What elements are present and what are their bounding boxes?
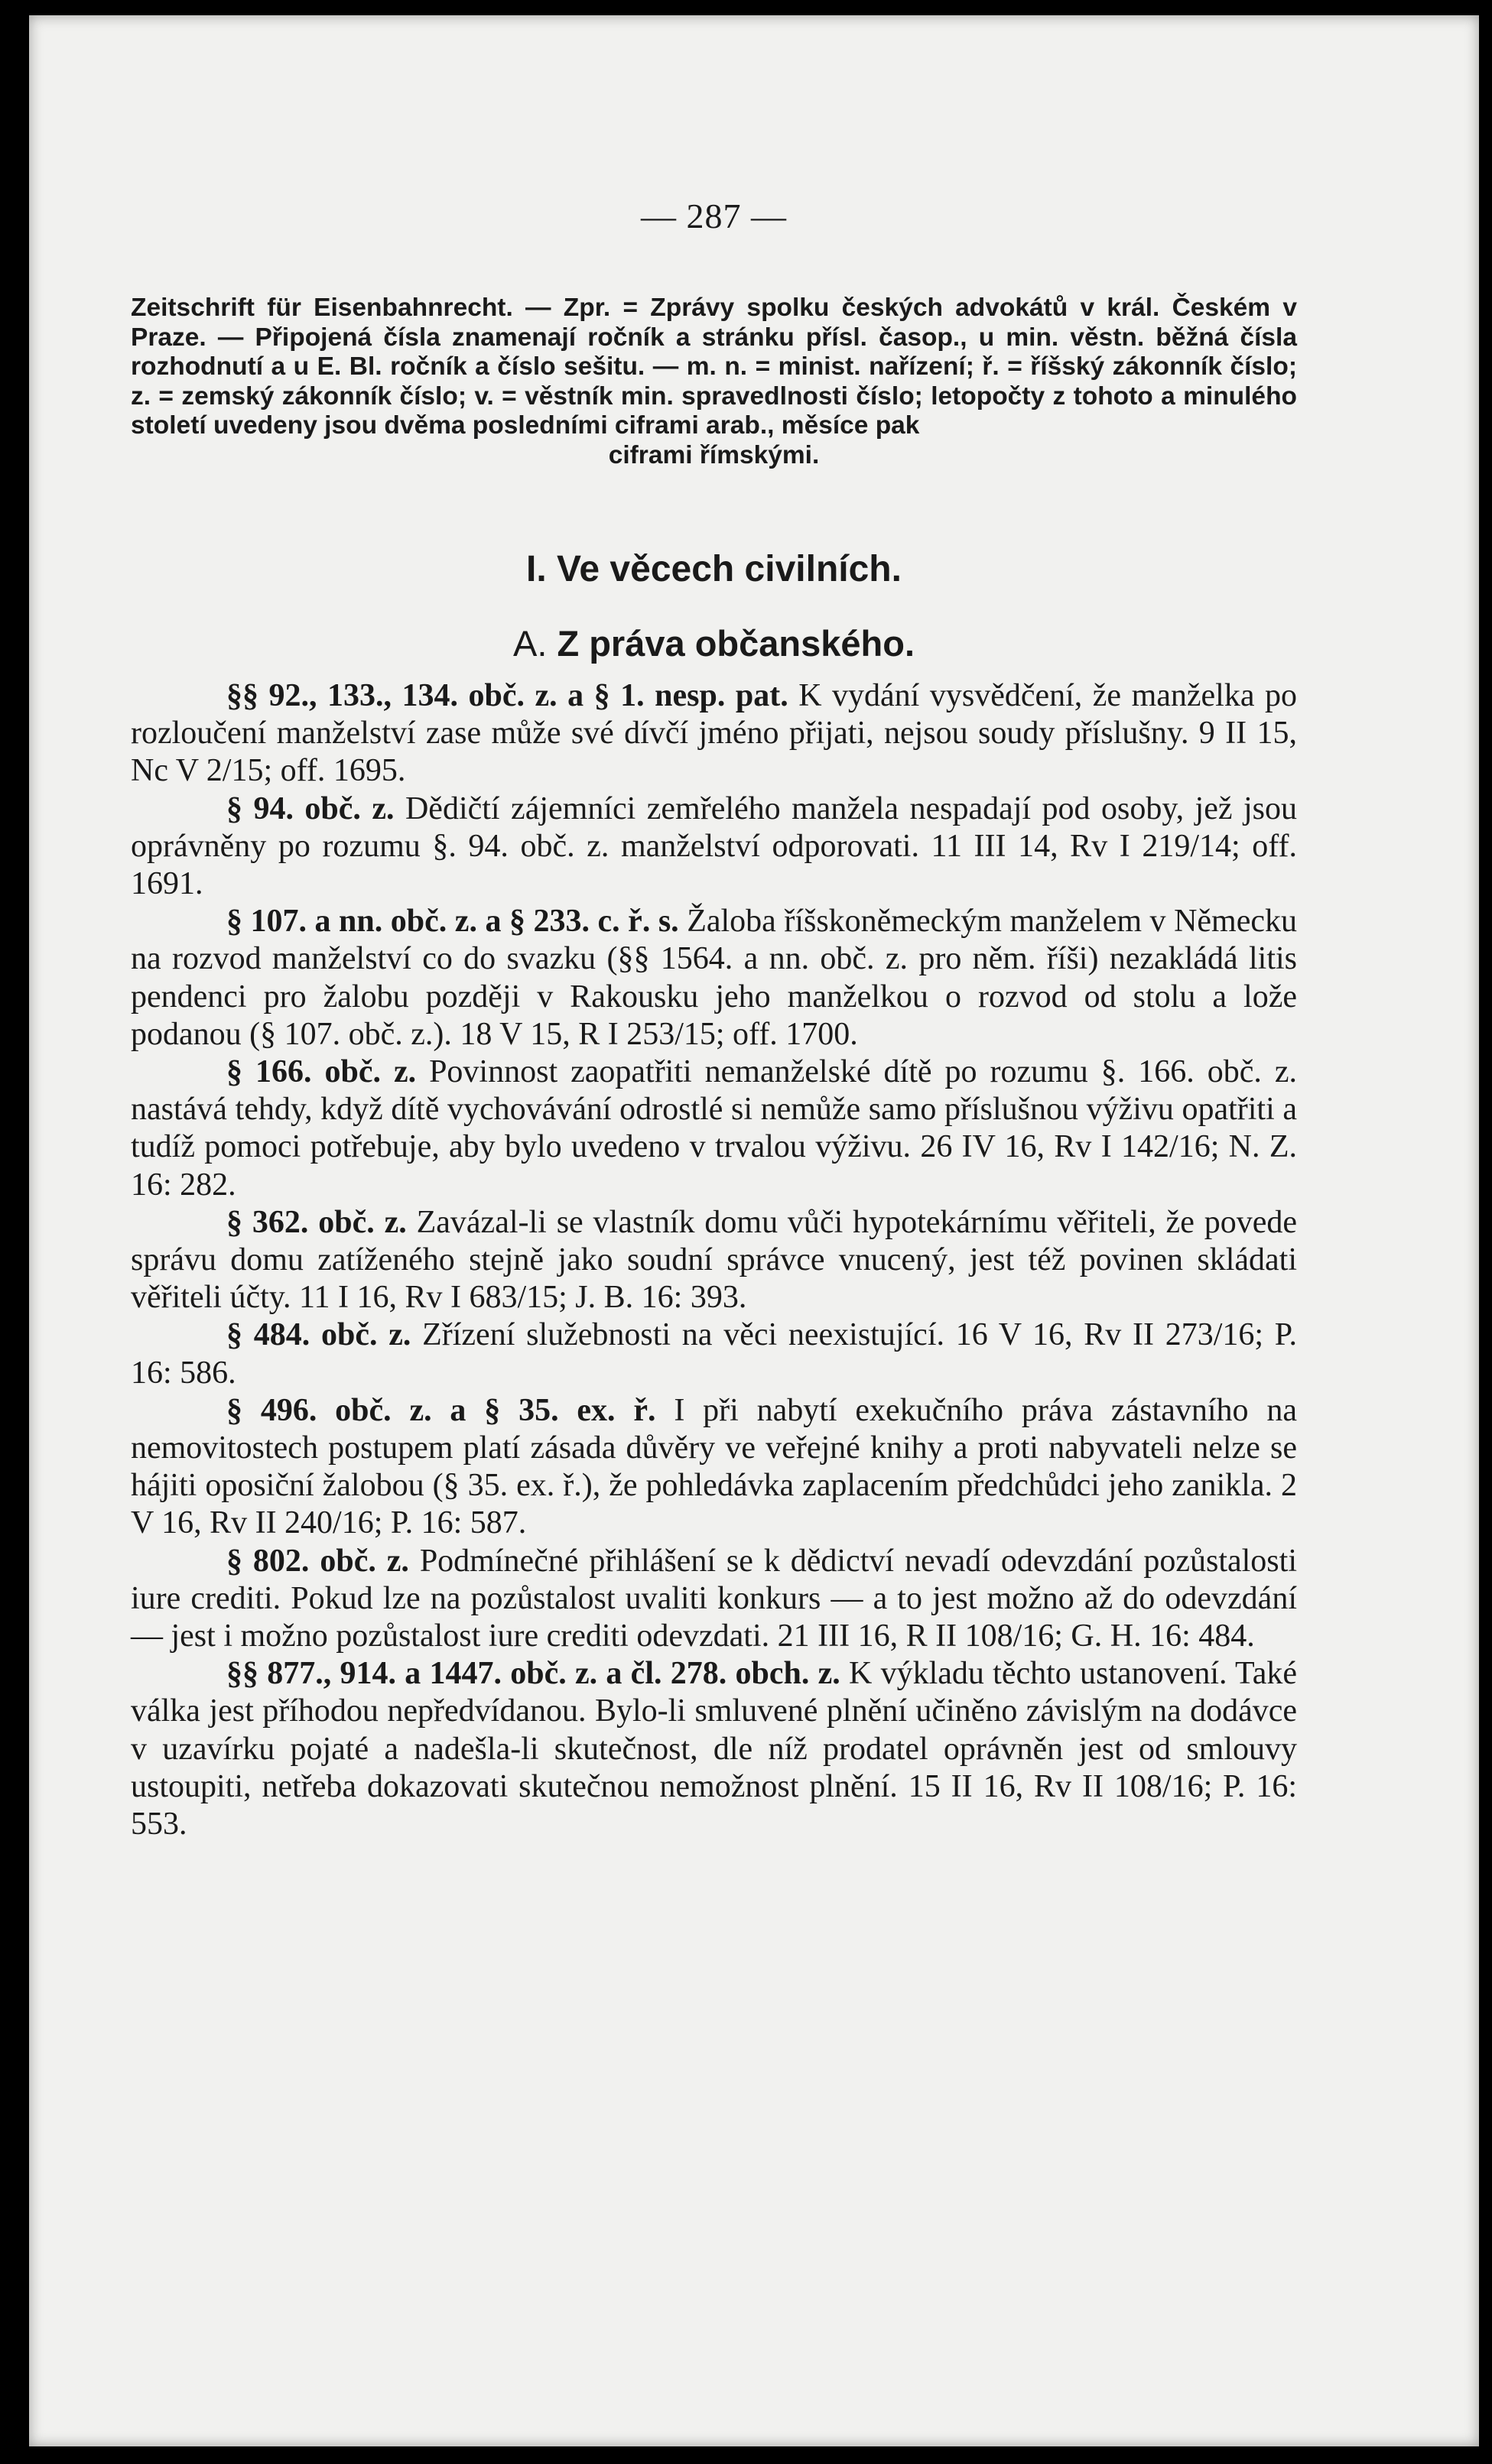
subsection-heading [131, 622, 1297, 664]
entry-text: Zřízení služebnosti na věci neexistující. 16 V 16, Rv II 273/16; P. 16: 586. [131, 1317, 1297, 1391]
entry [131, 1316, 1297, 1391]
entry [131, 903, 1297, 1053]
page-number: — 287 — [641, 196, 787, 235]
section-heading: I. Ve věcech civilních. [526, 549, 902, 589]
entry [131, 1204, 1297, 1317]
scanned-page [29, 15, 1479, 2446]
subsection-title: Z práva občanského. [557, 623, 915, 664]
entry [131, 1655, 1297, 1843]
entry-reference: §§ 877., 914. a 1447. obč. z. a čl. 278. obch. z. [226, 1656, 840, 1692]
subsection-prefix: A. [512, 623, 557, 664]
entry [131, 1053, 1297, 1204]
entry-text: K vydání vysvědčení, že manželka po rozloučení manželství zase může své dívčí jméno přijati, nejsou soudy příslušny. 9 II 15, Nc V 2/15; off. 1695. [131, 678, 1297, 789]
abbreviations-last-line: ciframi římskými. [608, 440, 820, 469]
entry-reference: § 362. obč. z. [226, 1204, 407, 1240]
entry [131, 790, 1297, 904]
entry [131, 1392, 1297, 1543]
entries-body [131, 677, 1297, 1843]
entry-reference: § 496. obč. z. a § 35. ex. ř. [226, 1392, 656, 1428]
abbreviations-text: Zeitschrift für Eisenbahnrecht. — Zpr. = Zprávy spolku českých advokátů v král. Českém v Praze. — Připojená čísla znamenají ročník a stránku přísl. časop., u min. věstn. běžná čísla rozhodnutí a u E. Bl. ročník a číslo sešitu. — m. n. = minist. nařízení; ř. = říšský zákonník číslo; z. = zemský zákonník číslo; v. = věstník min. spravedlnosti číslo; letopočty z tohoto a minulého století uvedeny jsou dvěma posledními ciframi arab., měsíce pak [131, 294, 1297, 440]
entry [131, 1543, 1297, 1656]
entry-text: K výkladu těchto ustanovení. Také válka jest příhodou nepředvídanou. Bylo-li smluvené plnění učiněno závislým na dodávce v uzavírku pojaté a nadešla-li skutečnost, dle níž prodatel oprávněn jest od smlouvy ustoupiti, netřeba dokazovati skutečnou nemožnost plnění. 15 II 16, Rv II 108/16; P. 16: 553. [131, 1656, 1297, 1842]
entry-text: Podmínečné přihlášení se k dědictví nevadí odevzdání pozůstalosti iure crediti. Pokud lze na pozůstalost uvaliti konkurs — a to jest možno až do odevzdání — jest i možno pozůstalost iure crediti odevzdati. 21 III 16, R II 108/16; G. H. 16: 484. [131, 1543, 1297, 1654]
entry-reference: §§ 92., 133., 134. obč. z. a § 1. nesp. pat. [226, 678, 788, 713]
entry [131, 677, 1297, 790]
entry-reference: § 94. obč. z. [226, 790, 395, 826]
entry-text: Povinnost zaopatřiti nemanželské dítě po rozumu §. 166. obč. z. nastává tehdy, když dítě vychovávání odrostlé si nemůže samo příslušnou výživu opatřiti a tudíž pomoci potřebuje, aby bylo uvedeno v trvalou výživu. 26 IV 16, Rv I 142/16; N. Z. 16: 282. [131, 1054, 1297, 1203]
entry-text: I při nabytí exekučního práva zástavního na nemovitostech postupem platí zásada důvěry ve veřejné knihy a proti nabyvateli nelze se hájiti oposiční žalobou (§ 35. ex. ř.), že pohledávka zaplacením předchůdci jeho zanikla. 2 V 16, Rv II 240/16; P. 16: 587. [131, 1392, 1297, 1541]
entry-text: Dědičtí zájemníci zemřelého manžela nespadají pod osoby, jež jsou oprávněny po rozumu §. 94. obč. z. manželství odporovati. 11 III 14, Rv I 219/14; off. 1691. [131, 790, 1297, 902]
entry-reference: § 802. obč. z. [226, 1543, 409, 1579]
abbreviations-note [131, 294, 1297, 471]
entry-reference: § 484. obč. z. [226, 1317, 411, 1353]
entry-reference: § 166. obč. z. [226, 1054, 417, 1090]
entry-reference: § 107. a nn. obč. z. a § 233. c. ř. s. [226, 904, 679, 940]
entry-text: Zavázal-li se vlastník domu vůči hypotekárnímu věřiteli, že povede správu domu zatíženého stejně jako soudní správce vnucený, jest též povinen skládati věřiteli účty. 11 I 16, Rv I 683/15; J. B. 16: 393. [131, 1204, 1297, 1316]
entry-text: Žaloba říšskoněmeckým manželem v Německu na rozvod manželství co do svazku (§§ 1564. a nn. obč. z. pro něm. říši) nezakládá litis pendenci pro žalobu později v Rakousku jeho manželkou o rozvod od stolu a lože podanou (§ 107. obč. z.). 18 V 15, R I 253/15; off. 1700. [131, 904, 1297, 1052]
